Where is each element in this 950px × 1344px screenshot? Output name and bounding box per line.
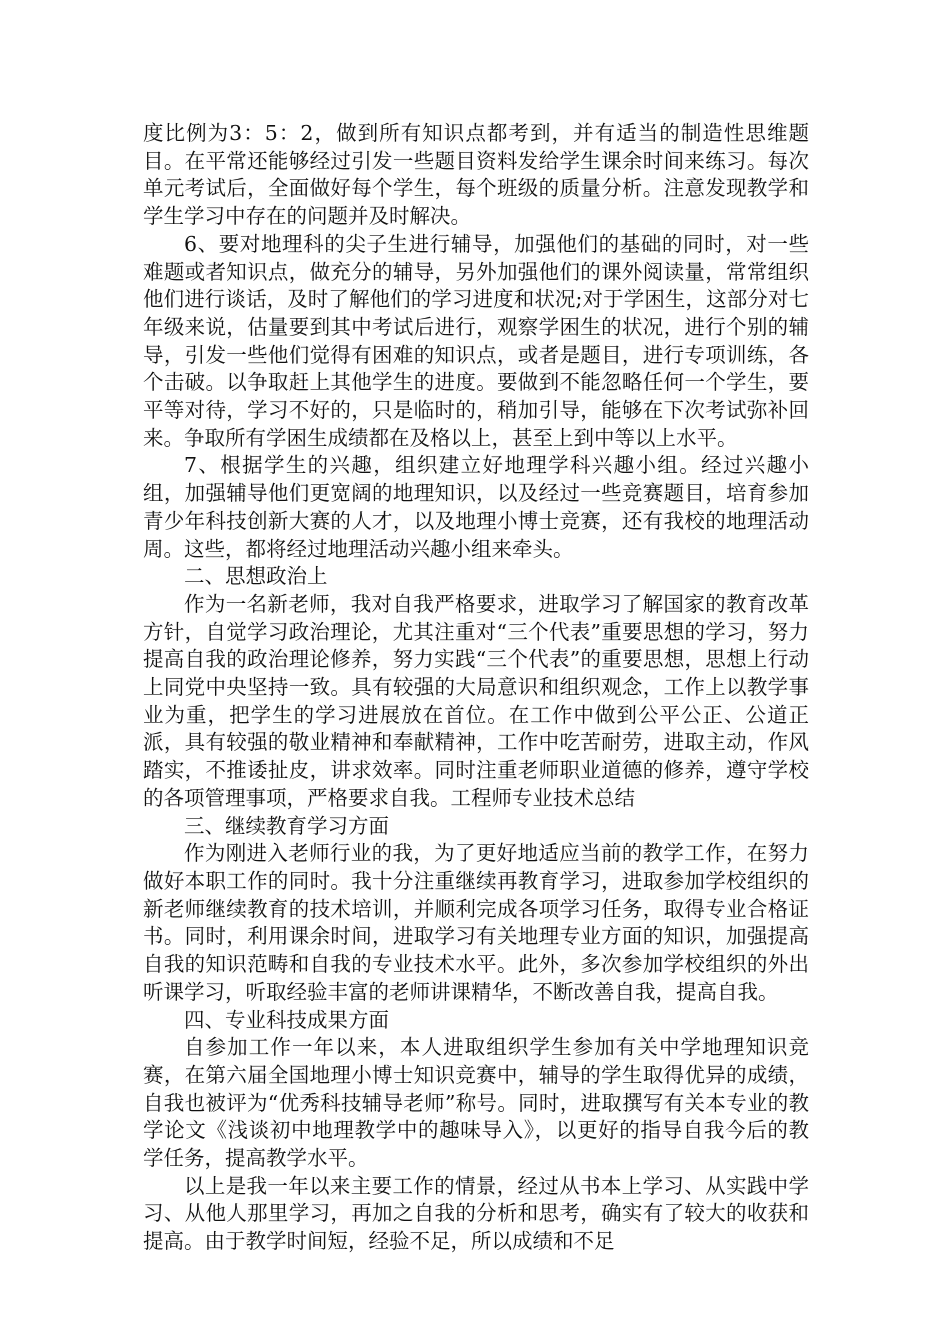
paragraph-achievements: 自参加工作一年以来，本人进取组织学生参加有关中学地理知识竞赛，在第六届全国地理小博士知识竞赛中，辅导的学生取得优异的成绩，自我也被评为“优秀科技辅导老师”称号。同时，进取撰写有关本专业的教学论文《浅谈初中地理教学中的趣味导入》，以更好的指导自我今后的教学任务，提高教学水平。 bbox=[143, 1035, 809, 1171]
paragraph-item-7: 7、根据学生的兴趣，组织建立好地理学科兴趣小组。经过兴趣小组，加强辅导他们更宽阔的地理知识，以及经过一些竞赛题目，培育参加青少年科技创新大赛的人才，以及地理小博士竞赛，还有我校的地理活动周。这些，都将经过地理活动兴趣小组来牵头。 bbox=[143, 453, 809, 561]
section-heading-education: 三、继续教育学习方面 bbox=[184, 813, 389, 838]
paragraph-continuation: 度比例为3：5：2，做到所有知识点都考到，并有适当的制造性思维题目。在平常还能够经过引发一些题目资料发给学生课余时间来练习。每次单元考试后，全面做好每个学生，每个班级的质量分析。注意发现教学和学生学习中存在的问题并及时解决。 bbox=[143, 121, 809, 229]
paragraph-summary: 以上是我一年以来主要工作的情景，经过从书本上学习、从实践中学习、从他人那里学习，再加之自我的分析和思考，确实有了较大的收获和提高。由于教学时间短，经验不足，所以成绩和不足 bbox=[143, 1173, 809, 1254]
section-heading-political: 二、思想政治上 bbox=[184, 564, 328, 589]
document-body bbox=[143, 120, 809, 1256]
paragraph-political: 作为一名新老师，我对自我严格要求，进取学习了解国家的教育改革方针，自觉学习政治理论，尤其注重对“三个代表”重要思想的学习，努力提高自我的政治理论修养，努力实践“三个代表”的重要思想，思想上行动上同党中央坚持一致。具有较强的大局意识和组织观念，工作上以教学事业为重，把学生的学习进展放在首位。在工作中做到公平公正、公道正派，具有较强的敬业精神和奉献精神，工作中吃苦耐劳，进取主动，作风踏实，不推诿扯皮，讲求效率。同时注重老师职业道德的修养，遵守学校的各项管理事项，严格要求自我。工程师专业技术总结 bbox=[143, 591, 809, 810]
paragraph-item-6: 6、要对地理科的尖子生进行辅导，加强他们的基础的同时，对一些难题或者知识点，做充分的辅导，另外加强他们的课外阅读量，常常组织他们进行谈话，及时了解他们的学习进度和状况;对于学困生，这部分对七年级来说，估量要到其中考试后进行，观察学困生的状况，进行个别的辅导，引发一些他们觉得有困难的知识点，或者是题目，进行专项训练，各个击破。以争取赶上其他学生的进度。要做到不能忽略任何一个学生，要平等对待，学习不好的，只是临时的，稍加引导，能够在下次考试弥补回来。争取所有学困生成绩都在及格以上，甚至上到中等以上水平。 bbox=[143, 231, 809, 450]
paragraph-education: 作为刚进入老师行业的我，为了更好地适应当前的教学工作，在努力做好本职工作的同时。我十分注重继续再教育学习，进取参加学校组织的新老师继续教育的技术培训，并顺利完成各项学习任务，取得专业合格证书。同时，利用课余时间，进取学习有关地理专业方面的知识，加强提高自我的知识范畴和自我的专业技术水平。此外，多次参加学校组织的外出听课学习，听取经验丰富的老师讲课精华，不断改善自我，提高自我。 bbox=[143, 841, 809, 1004]
section-heading-achievements: 四、专业科技成果方面 bbox=[184, 1007, 389, 1032]
